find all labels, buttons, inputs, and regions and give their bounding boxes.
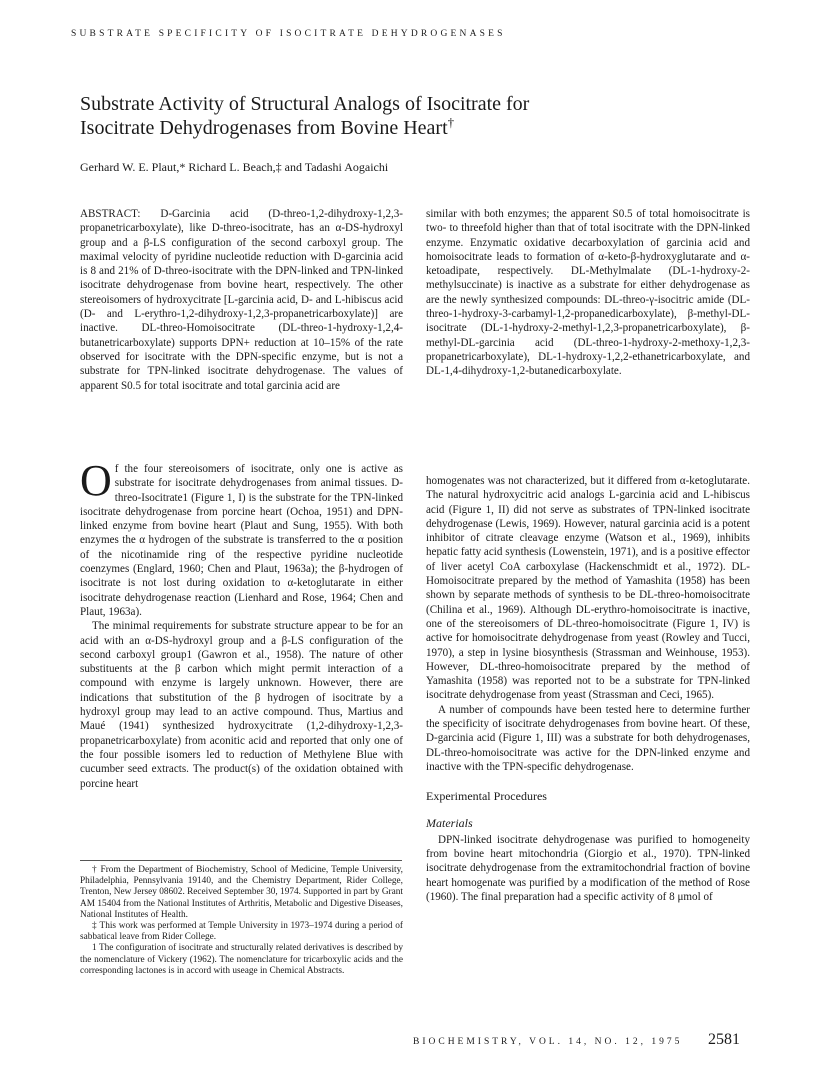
footnote-affiliation: † From the Department of Biochemistry, School of Medicine, Temple University, Philadelphia, Pennsylvania 19140, and the Chemistry Department, Rider College, Trenton, New Jersey 08602. Received September 30, 1974. Supported in part by Grant AM 15404 from the National Institutes of Arthritis, Metabolic and Digestive Diseases, National Institutes of Health. bbox=[80, 865, 403, 920]
title-line-2 bbox=[80, 116, 680, 140]
title-footnote-mark: † bbox=[447, 114, 455, 130]
running-head: SUBSTRATE SPECIFICITY OF ISOCITRATE DEHYDROGENASES bbox=[71, 29, 506, 39]
footnote-divider bbox=[80, 860, 402, 861]
page-number: 2581 bbox=[708, 1031, 740, 1048]
abstract-text-right: similar with both enzymes; the apparent S0.5 of total homoisocitrate is two- to threefold higher than that of total isocitrate with the DPN-linked enzyme. Enzymatic oxidative decarboxylation of garcinia acid and homoisocitrate leads to formation of α-keto-β-hydroxyglutarate and α-ketoadipate, respectively. DL-Methylmalate (DL-1-hydroxy-2-methylsuccinate) is inactive as a substrate for either dehydrogenase as are the newly synthesized compounds: DL-threo-γ-isocitric amide (DL-threo-1-hydroxy-3-carbamyl-1,2-propanedicarboxylate), β-methyl-DL-isocitrate (DL-1-hydroxy-2-methyl-1,2,3-propanetricarboxylate), β-methyl-DL-garcinia acid (DL-threo-1-hydroxy-2-methoxy-1,2,3-propanetricarboxylate), DL-1-hydroxy-1,2,2-ethanetricarboxylate, and DL-1,4-dihydroxy-1,2-butanedicarboxylate. bbox=[426, 208, 750, 378]
abstract-text-left: ABSTRACT: D-Garcinia acid (D-threo-1,2-dihydroxy-1,2,3-propanetricarboxylate), like D-threo-isocitrate, has an α-DS-hydroxyl group and a β-LS configuration of the second carboxyl group. The maximal velocity of pyridine nucleotide reduction with D-garcinia acid is 8 and 21% of D-threo-isocitrate with the DPN-linked and TPN-linked isocitrate dehydrogenase from bovine heart, respectively. The other stereoisomers of hydroxycitrate [L-garcinia acid, D- and L-hibiscus acid (D- and L-erythro-1,2-dihydroxy-1,2,3-propanetricarboxylate)] are inactive. DL-threo-Homoisocitrate (DL-threo-1-hydroxy-1,2,4-butanetricarboxylate) supports DPN+ reduction at 10–15% of the rate observed for isocitrate with the DPN-specific enzyme, but is not a substrate for TPN-linked isocitrate dehydrogenase. The values of apparent S0.5 for total isocitrate and total garcinia acid are bbox=[80, 208, 403, 392]
body-paragraph-4: A number of compounds have been tested here to determine further the specificity of isocitrate dehydrogenases from bovine heart. Of these, D-garcinia acid (Figure 1, III) was a substrate for both dehydrogenases, DL-threo-homoisocitrate was active for the DPN-linked enzyme and inactive with the TPN-specific dehydrogenase. bbox=[426, 703, 750, 773]
footnote-nomenclature: 1 The configuration of isocitrate and structurally related derivatives is described by the nomenclature of Vickery (1962). The nomenclature for tricarboxylic acids and the corresponding lactones is in accord with useage in Chemical Abstracts. bbox=[80, 943, 403, 976]
title-line-1: Substrate Activity of Structural Analogs of Isocitrate for bbox=[80, 93, 530, 115]
intro-paragraph-text: f the four stereoisomers of isocitrate, only one is active as substrate for isocitrate dehydrogenases from animal tissues. D-threo-Isocitrate1 (Figure 1, I) is the substrate for the TPN-linked isocitrate dehydrogenase from porcine heart (Ochoa, 1951) and DPN-linked enzyme from bovine heart (Plaut and Sung, 1955). With both enzymes the α hydrogen of the substrate is transferred to the α position of the nicotinamide ring of the respective pyridine nucleotide coenzymes (Englard, 1960; Chen and Plaut, 1963a); the β-hydrogen of isocitrate is not lost during oxidation to α-ketoglutarate in either isocitrate dehydrogenase reaction (Lienhard and Rose, 1964; Chen and Plaut, 1963a). bbox=[80, 463, 403, 618]
abstract-left-column bbox=[80, 207, 403, 393]
body-paragraph-5: DPN-linked isocitrate dehydrogenase was purified to homogeneity from bovine heart mitochondria (Giorgio et al., 1970). TPN-linked isocitrate dehydrogenase from the extramitochondrial fraction of bovine heart homogenate was purified by a modification of the method of Rose (1960). The final preparation had a specific activity of 8 μmol of bbox=[426, 833, 750, 904]
body-paragraph-2: The minimal requirements for substrate structure appear to be for an acid with an α-DS-hydroxyl group and a β-LS configuration of the second carboxyl group1 (Gawron et al., 1958). The nature of other substituents at the β carbon which might permit interaction of a compound with enzyme is largely unknown. However, there are indications that substitution of the β hydrogen of isocitrate by a hydroxyl group may lead to an active compound. Thus, Martius and Maué (1941) synthesized hydroxycitrate (1,2-dihydroxy-1,2,3-propanetricarboxylate) from aconitic acid and reported that only one of the four possible isomers led to reduction of Methylene Blue with cucumber seed extracts. The product(s) of the oxidation obtained with porcine heart bbox=[80, 620, 403, 790]
body-right-column bbox=[426, 474, 750, 904]
abstract-right-column bbox=[426, 207, 750, 379]
body-paragraph-3: homogenates was not characterized, but it differed from α-ketoglutarate. The natural hydroxycitric acid analogs L-garcinia acid and L-hibiscus acid (Figure 1, II) did not serve as substrates of TPN-linked isocitrate dehydrogenase (Lewis, 1969). However, natural garcinia acid is a potent inhibitor of citrate cleavage enzyme (Watson et al., 1969), inhibits hepatic fatty acid synthesis (Lowenstein, 1971), and is a positive effector of liver acetyl CoA carboxylase (Hackenschmidt et al., 1972). DL-Homoisocitrate prepared by the method of Yamashita (1958) has been shown by separate methods of synthesis to be DL-threo-homoisocitrate (Chilina et al., 1969). Although DL-erythro-homoisocitrate is inactive, one of the stereoisomers of DL-threo-homoisocitrate (Figure 1, IV) is active for homoisocitrate dehydrogenase from yeast (Rowley and Tucci, 1970), a step in lysine biosynthesis (Strassman and Weinhouse, 1953). However, DL-threo-homoisocitrate prepared by the method of Yamashita (1958) was reported not to be a substrate for TPN-linked isocitrate dehydrogenase from yeast (Strassman and Ceci, 1965). bbox=[426, 475, 750, 702]
body-left-column bbox=[80, 456, 403, 791]
article-title bbox=[80, 92, 680, 140]
drop-cap: O bbox=[80, 456, 112, 505]
footnote-sabbatical: ‡ This work was performed at Temple University in 1973–1974 during a period of sabbatical leave from Rider College. bbox=[80, 921, 403, 943]
subsection-heading: Materials bbox=[426, 815, 473, 830]
intro-paragraph bbox=[80, 456, 403, 619]
footnotes bbox=[80, 865, 403, 977]
author-list: Gerhard W. E. Plaut,* Richard L. Beach,‡ and Tadashi Aogaichi bbox=[80, 160, 389, 174]
title-line-2-text: Isocitrate Dehydrogenases from Bovine Heart bbox=[80, 117, 448, 139]
section-heading: Experimental Procedures bbox=[426, 789, 547, 804]
journal-citation: BIOCHEMISTRY, VOL. 14, NO. 12, 1975 bbox=[413, 1037, 683, 1047]
